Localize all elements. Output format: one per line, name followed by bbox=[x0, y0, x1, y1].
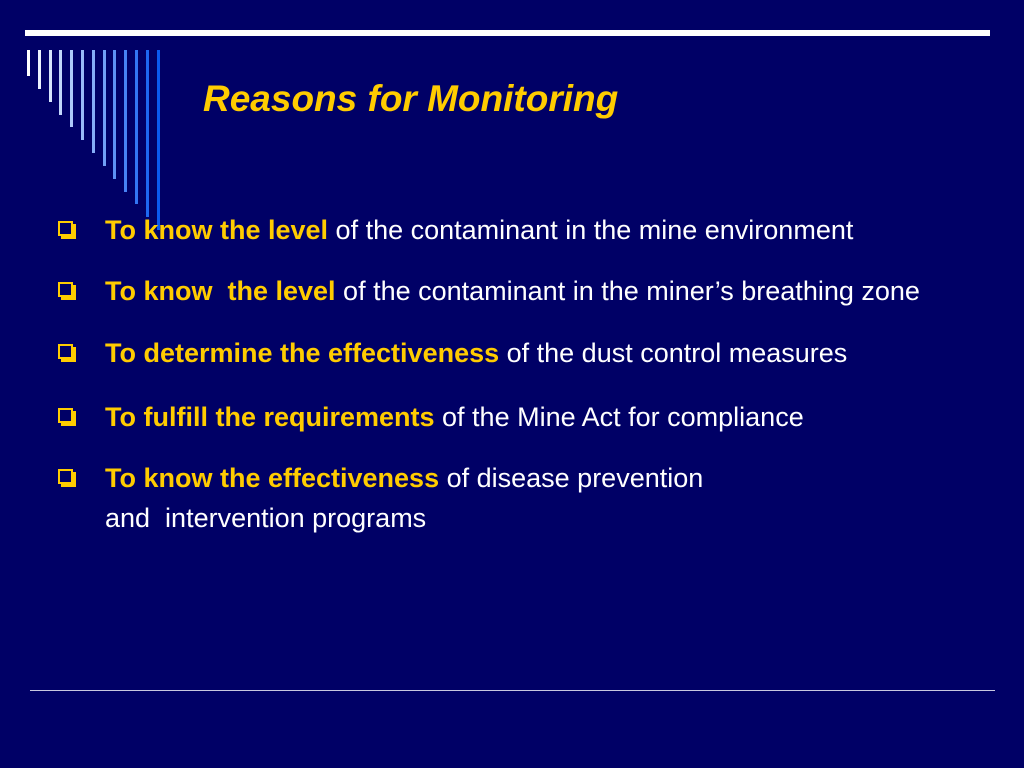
bullet-emphasis: To fulfill the requirements bbox=[105, 402, 435, 432]
hollow-square-bullet-icon bbox=[58, 469, 73, 484]
decorative-stripe bbox=[103, 50, 106, 166]
decorative-stripe bbox=[59, 50, 62, 115]
bullet-item bbox=[58, 458, 1008, 538]
hollow-square-bullet-icon bbox=[58, 408, 73, 423]
bullet-emphasis: To know the level bbox=[105, 215, 329, 245]
bullet-text: of the contaminant in the mine environment bbox=[328, 215, 854, 245]
bullet-emphasis: To know the level bbox=[105, 276, 336, 306]
slide-title: Reasons for Monitoring bbox=[203, 78, 619, 119]
decorative-stripe bbox=[146, 50, 149, 217]
decorative-stripe bbox=[81, 50, 84, 140]
decorative-stripe bbox=[27, 50, 30, 76]
hollow-square-bullet-icon bbox=[58, 221, 73, 236]
bullet-emphasis: To determine the effectiveness bbox=[105, 338, 500, 368]
decorative-stripe bbox=[38, 50, 41, 89]
bullet-item bbox=[58, 337, 1008, 369]
decorative-stripe bbox=[49, 50, 52, 102]
bullet-text-line2: and intervention programs bbox=[105, 503, 427, 533]
bullet-item bbox=[58, 214, 1008, 246]
decorative-stripe bbox=[135, 50, 138, 204]
bullet-item bbox=[58, 275, 1008, 307]
bullet-text: of disease prevention bbox=[439, 463, 704, 493]
decorative-stripe bbox=[70, 50, 73, 127]
bullet-item bbox=[58, 401, 1008, 433]
bullet-text: of the contaminant in the miner’s breathing zone bbox=[335, 276, 920, 306]
bullet-emphasis: To know the effectiveness bbox=[105, 463, 440, 493]
bullet-text: of the Mine Act for compliance bbox=[434, 402, 804, 432]
decorative-stripe bbox=[124, 50, 127, 192]
decorative-stripe bbox=[113, 50, 116, 179]
top-rule bbox=[25, 30, 990, 36]
bottom-rule bbox=[30, 690, 995, 691]
bullet-text: of the dust control measures bbox=[499, 338, 848, 368]
bullet-list bbox=[58, 214, 1008, 538]
hollow-square-bullet-icon bbox=[58, 344, 73, 359]
hollow-square-bullet-icon bbox=[58, 282, 73, 297]
decorative-stripe bbox=[92, 50, 95, 153]
decorative-stripe bbox=[157, 50, 160, 230]
